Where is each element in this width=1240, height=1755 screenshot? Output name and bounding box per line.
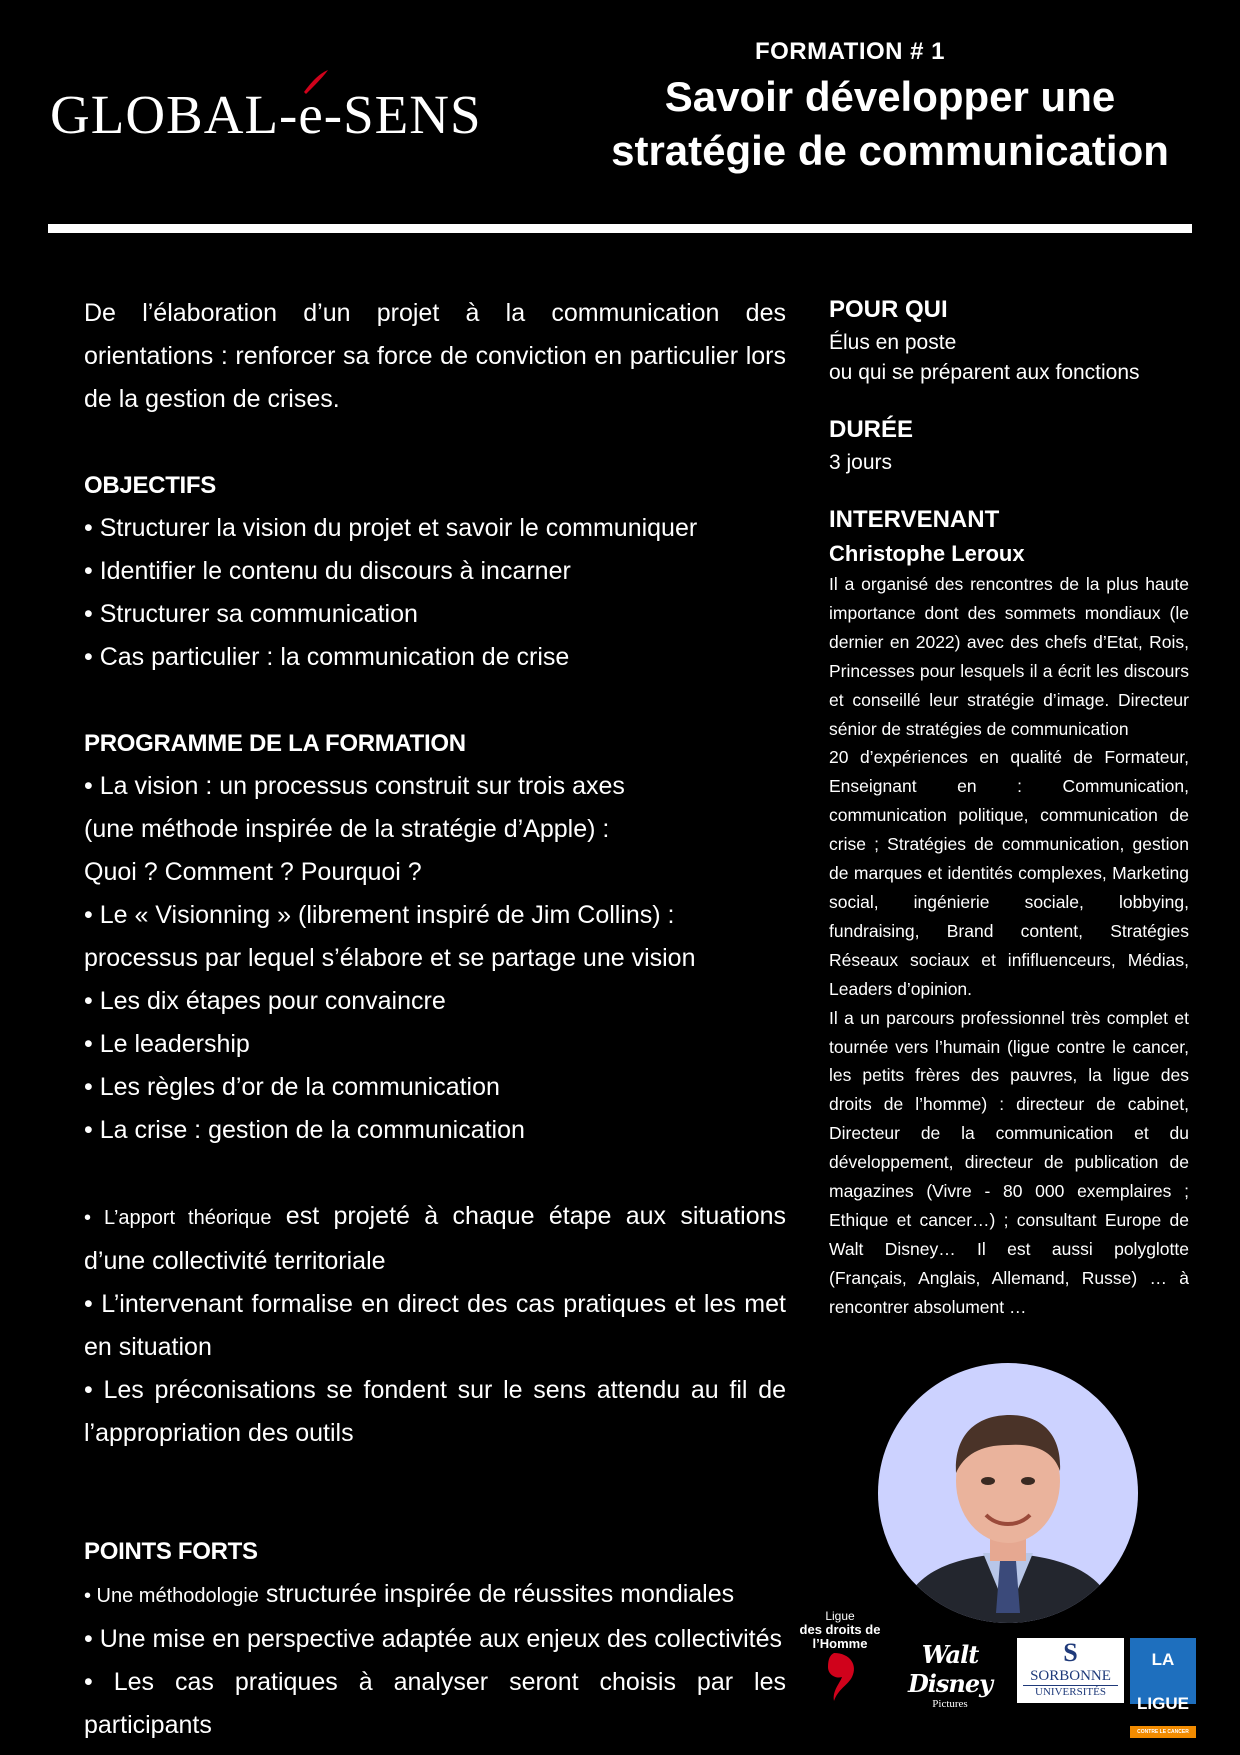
header-divider <box>48 224 1192 233</box>
pour-qui-line: Élus en poste <box>829 331 957 354</box>
intervenant-name: Christophe Leroux <box>829 541 1025 566</box>
bio-paragraph: Il a un parcours professionnel très complet et tournée vers l’humain (ligue contre le cancer, les petits frères des pauvres, la ligue des droits de l’homme) : directeur de cabinet, Directeur de la communication et du développement, directeur de publication de magazines (Vivre - 80 000 exemplaires ; Ethique et cancer…) ; consultant Europe de Walt Disney… Il est aussi polyglotte (Français, Anglais, Allemand, Russe) … à rencontrer absolument … <box>829 1007 1189 1317</box>
points-forts-item: • Une méthodologie structurée inspirée de réussites mondiales <box>84 1580 735 1608</box>
ldh-text: l’Homme <box>812 1636 868 1651</box>
brand-logo <box>50 70 530 160</box>
ligue-droits-homme-logo <box>795 1610 885 1715</box>
objectifs-heading: OBJECTIFS <box>84 472 216 499</box>
formation-label: FORMATION # 1 <box>754 38 946 65</box>
sorbonne-name: SORBONNE <box>1030 1668 1111 1684</box>
programme-heading: PROGRAMME DE LA FORMATION <box>84 730 466 757</box>
bio-paragraph: 20 d’expériences en qualité de Formateur, Enseignant en : Communication, communication politique, communication de crise ; Stratégies de communication, gestion de marques et identités complexes, Marketing social, ingénierie sociale, lobbying, fundraising, Brand content, Stratégies Réseaux sociaux et infifluenceurs, Médias, Leaders d’opinion. <box>829 747 1189 999</box>
points-forts-item: • Une mise en perspective adaptée aux enjeux des collectivités <box>84 1625 783 1653</box>
page-title <box>560 70 1220 178</box>
intervenant-bio <box>829 570 1189 1322</box>
objectif-item: • Identifier le contenu du discours à incarner <box>84 557 571 585</box>
ldh-text: des droits de <box>799 1622 881 1637</box>
methode-item: • L’apport théorique est projeté à chaque étape aux situations d’une collectivité territoriale <box>84 1202 786 1275</box>
ligue-name: LA LIGUE <box>1137 1650 1189 1713</box>
sorbonne-sub: UNIVERSITÉS <box>1023 1685 1118 1698</box>
duree-heading: DURÉE <box>829 416 914 443</box>
programme-line: • Le « Visionning » (librement inspiré de Jim Collins) : <box>84 901 675 929</box>
duree-value: 3 jours <box>829 451 893 474</box>
ldh-symbol-icon <box>820 1651 860 1703</box>
brand-accent-mark <box>300 68 330 98</box>
sorbonne-logo <box>1017 1638 1124 1703</box>
title-line-2: stratégie de communication <box>611 127 1169 174</box>
pour-qui-heading: POUR QUI <box>829 296 948 323</box>
programme-line: processus par lequel s’élabore et se partage une vision <box>84 944 696 972</box>
intervenant-heading: INTERVENANT <box>829 506 1000 533</box>
points-forts-item: • Les cas pratiques à analyser seront choisis par les participants <box>84 1668 786 1739</box>
pour-qui-line: ou qui se préparent aux fonctions <box>829 361 1140 384</box>
methode-item: • L’intervenant formalise en direct des cas pratiques et les met en situation <box>84 1290 786 1361</box>
points-forts-heading: POINTS FORTS <box>84 1538 258 1565</box>
programme-line: • Les dix étapes pour convaincre <box>84 987 446 1015</box>
main-column <box>84 292 786 1455</box>
ldh-text: Ligue <box>825 1609 855 1623</box>
programme-line: • La crise : gestion de la communication <box>84 1116 525 1144</box>
walt-disney-logo <box>885 1640 1015 1710</box>
portrait-illustration <box>878 1363 1138 1623</box>
programme-line: (une méthode inspirée de la stratégie d’Apple) : <box>84 815 610 843</box>
disney-subtitle: Pictures <box>932 1698 968 1710</box>
disney-wordmark: Walt Disney <box>907 1640 993 1698</box>
intervenant-portrait <box>878 1363 1138 1623</box>
brand-logo-text: GLOBAL-e -SENS <box>50 84 482 145</box>
sorbonne-s-icon: S <box>1063 1638 1078 1667</box>
intro-text: De l’élaboration d’un projet à la communication des orientations : renforcer sa force de conviction en particulier lors de la gestion de crises. <box>84 299 786 413</box>
programme-line: Quoi ? Comment ? Pourquoi ? <box>84 858 422 886</box>
objectif-item: • Structurer la vision du projet et savoir le communiquer <box>84 514 698 542</box>
ligue-sub: CONTRE LE CANCER <box>1130 1726 1196 1738</box>
sidebar <box>829 292 1189 1322</box>
points-forts-section <box>84 1530 786 1747</box>
objectif-item: • Structurer sa communication <box>84 600 418 628</box>
programme-line: • Les règles d’or de la communication <box>84 1073 500 1101</box>
programme-line: • Le leadership <box>84 1030 250 1058</box>
objectif-item: • Cas particulier : la communication de crise <box>84 643 570 671</box>
methode-item: • Les préconisations se fondent sur le sens attendu au fil de l’appropriation des outils <box>84 1376 786 1447</box>
bio-paragraph: Il a organisé des rencontres de la plus haute importance dont des sommets mondiaux (le dernier en 2022) avec des chefs d’Etat, Rois, Princesses pour lesquels il a écrit les discours et conseillé leur stratégie d’image. Directeur sénior de stratégies de communication <box>829 574 1189 739</box>
title-line-1: Savoir développer une <box>664 73 1116 120</box>
programme-line: • La vision : un processus construit sur trois axes <box>84 772 625 800</box>
ligue-cancer-logo <box>1130 1638 1196 1735</box>
